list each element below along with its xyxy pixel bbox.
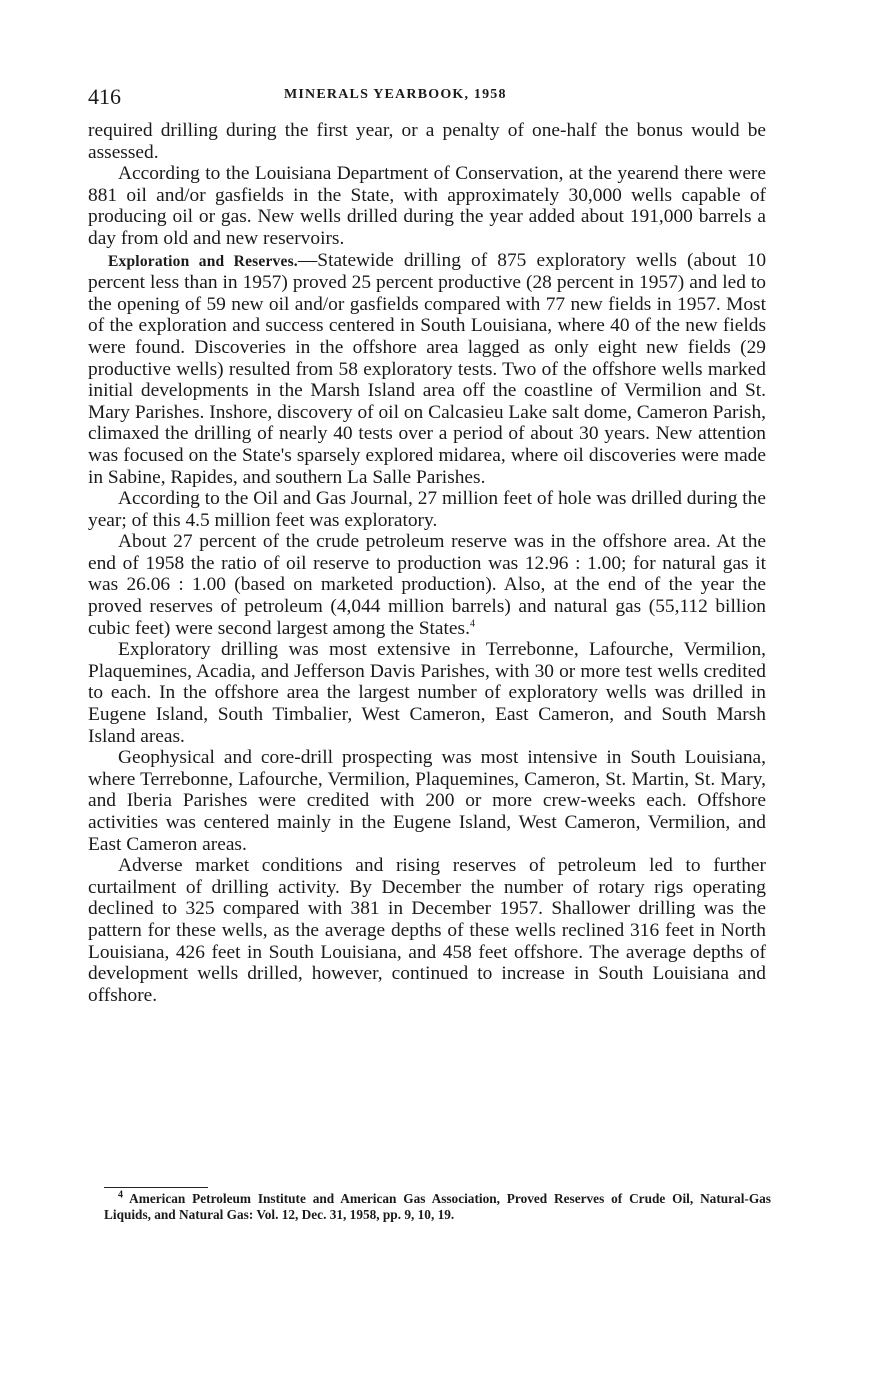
page-number: 416 (88, 84, 121, 109)
body-text (88, 120, 766, 1006)
footnote-marker: 4 (118, 1189, 123, 1201)
paragraph-continued: required drilling during the first year, or a penalty of one-half the bonus would be assessed. (88, 120, 766, 163)
paragraph-exploration (88, 250, 766, 489)
paragraph-wells: According to the Louisiana Department of Conservation, at the yearend there were 881 oil and/or gasfields in the State, with approximately 30,000 wells capable of producing oil or gas. New wells drilled during the year added about 191,000 barrels a day from old and new reservoirs. (88, 163, 766, 249)
footnote-text: American Petroleum Institute and American Gas Association, Proved Reserves of Crude Oil, Natural-Gas Liquids, and Natural Gas: Vol. 12, Dec. 31, 1958, pp. 9, 10, 19. (104, 1191, 771, 1222)
paragraph-market-conditions: Adverse market conditions and rising reserves of petroleum led to further curtailment of drilling activity. By December the number of rotary rigs operating declined to 325 compared with 381 in December 1957. Shallower drilling was the pattern for these wells, as the average depths of these wells reclined 316 feet in North Louisiana, 426 feet in South Louisiana, and 458 feet offshore. The average depths of development wells drilled, however, continued to increase in South Louisiana and offshore. (88, 855, 766, 1006)
footnote-divider (104, 1187, 208, 1188)
paragraph-exploration-text: —Statewide drilling of 875 exploratory wells (about 10 percent less than in 1957) proved 25 percent productive (28 percent in 1957) and led to the opening of 59 new oil and/or gasfields compared with 77 new fields in 1957. Most of the exploration and success centered in South Louisiana, where 40 of the new fields were found. Discoveries in the offshore area lagged as only eight new fields (29 productive wells) resulted from 58 exploratory tests. Two of the offshore wells marked initial developments in the Marsh Island area off the coastline of Vermilion and St. Mary Parishes. Inshore, discovery of oil on Calcasieu Lake salt dome, Cameron Parish, climaxed the drilling of nearly 40 tests over a period of about 30 years. New attention was focused on the State's sparsely explored midarea, where oil discoveries were made in Sabine, Rapides, and southern La Salle Parishes. (88, 249, 767, 488)
paragraph-geophysical: Geophysical and core-drill prospecting was most intensive in South Louisiana, where Terrebonne, Lafourche, Vermilion, Plaquemines, Cameron, St. Martin, St. Mary, and Iberia Parishes were credited with 200 or more crew-weeks each. Offshore activities was centered mainly in the Eugene Island, West Cameron, Vermilion, and East Cameron areas. (88, 747, 766, 855)
section-run-in-heading: Exploration and Reserves. (108, 252, 298, 270)
running-head: MINERALS YEARBOOK, 1958 (284, 87, 507, 102)
paragraph-reserves (88, 531, 766, 639)
footnote-reference: 4 (469, 618, 475, 630)
paragraph-reserves-text: About 27 percent of the crude petroleum reserve was in the offshore area. At the end of 1958 the ratio of oil reserve to production was 12.96 : 1.00; for natural gas it was 26.06 : 1.00 (based on marketed production). Also, at the end of the year the proved reserves of petroleum (4,044 million barrels) and natural gas (55,112 billion cubic feet) were second largest among the States. (88, 531, 766, 639)
paragraph-exploratory-drilling: Exploratory drilling was most extensive in Terrebonne, Lafourche, Vermilion, Plaquemines, Acadia, and Jefferson Davis Parishes, with 30 or more test wells credited to each. In the offshore area the largest number of exploratory wells was drilled in Eugene Island, South Timbalier, West Cameron, East Cameron, and South Marsh Island areas. (88, 639, 766, 747)
footnote (104, 1191, 771, 1223)
paragraph-footage: According to the Oil and Gas Journal, 27 million feet of hole was drilled during the year; of this 4.5 million feet was exploratory. (88, 488, 766, 531)
page-header (88, 84, 768, 114)
